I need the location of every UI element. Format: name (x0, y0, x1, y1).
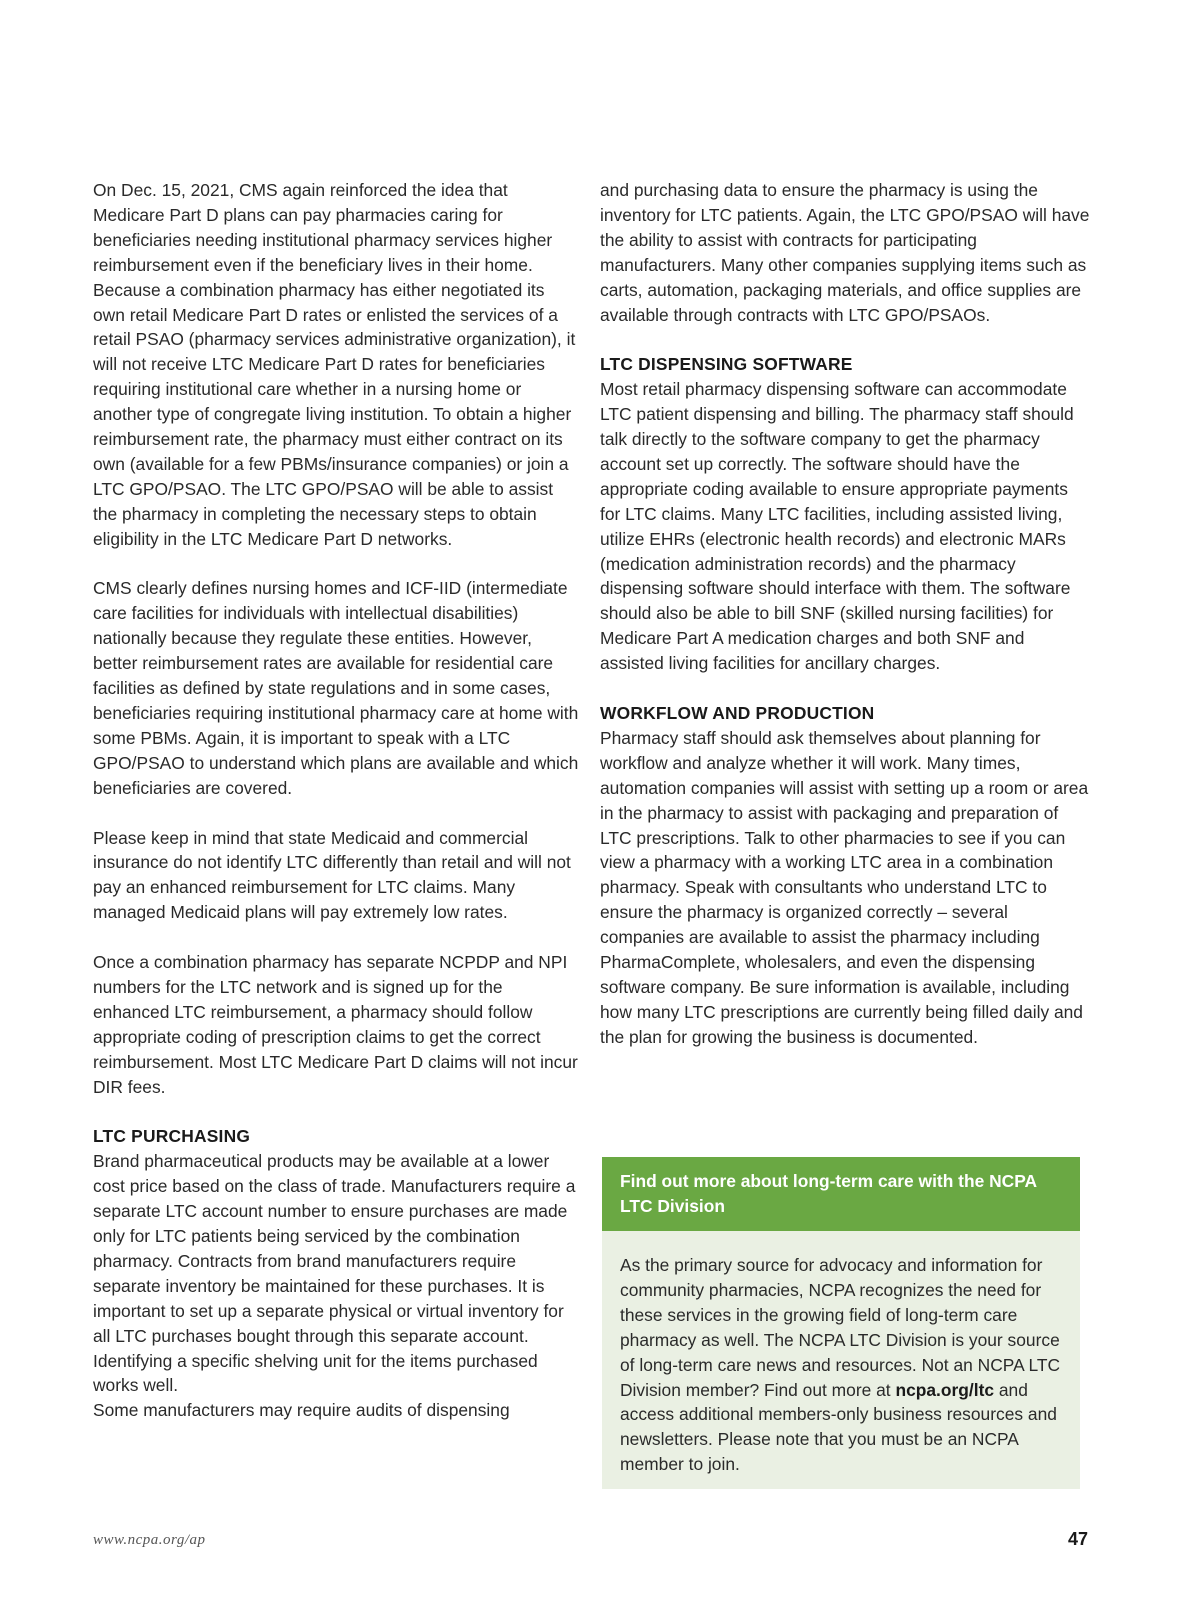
sidebar-body-text: As the primary source for advocacy and information for community pharmacies, NCPA recognizes the need for these services in the growing field of long-term care pharmacy as well. The NCPA LTC Division is your source of long-term care news and resources. Not an NCPA LTC Division member? Find out more at (620, 1255, 1061, 1400)
heading-workflow-production: WORKFLOW AND PRODUCTION (600, 703, 875, 723)
paragraph-brand-purchasing: Brand pharmaceutical products may be available at a lower cost price based on the class of trade. Manufacturers require a separate LTC account number to ensure purchases are made only for LTC patients being serviced by the combination pharmacy. Contracts from brand manufacturers require separate inventory be maintained for these purchases. It is important to set up a separate physical or virtual inventory for all LTC purchases bought through this separate account. Identifying a specific shelving unit for the items purchased works well. (93, 1151, 576, 1396)
paragraph-dispensing-software: Most retail pharmacy dispensing software can accommodate LTC patient dispensing and billing. The pharmacy staff should talk directly to the software company to get the pharmacy account set up correctly. The software should have the appropriate coding available to ensure appropriate payments for LTC claims. Many LTC facilities, including assisted living, utilize EHRs (electronic health records) and electronic MARs (medication administration records) and the pharmacy dispensing software should interface with them. The software should also be able to bill SNF (skilled nursing facilities) for Medicare Part A medication charges and both SNF and assisted living facilities for ancillary charges. (600, 379, 1074, 674)
right-column (600, 178, 1090, 1050)
sidebar-body (602, 1231, 1080, 1477)
paragraph-purchasing-data: and purchasing data to ensure the pharmacy is using the inventory for LTC patients. Again, the LTC GPO/PSAO will have the ability to assist with contracts for participating manufacturers. Many other companies supplying items such as carts, automation, packaging materials, and office supplies are available through contracts with LTC GPO/PSAOs. (600, 180, 1090, 325)
paragraph-audits: Some manufacturers may require audits of dispensing (93, 1400, 510, 1421)
sidebar-body-text-end: and access additional members-only business resources and newsletters. Please note that you must be an NCPA member to join. (620, 1379, 1057, 1475)
heading-ltc-purchasing: LTC PURCHASING (93, 1126, 251, 1147)
ncpa-ltc-sidebar (602, 1157, 1080, 1489)
left-column (93, 178, 580, 1423)
paragraph-medicaid-note: Please keep in mind that state Medicaid and commercial insurance do not identify LTC differently than retail and will not pay an enhanced reimbursement for LTC claims. Many managed Medicaid plans will pay extremely low rates. (93, 827, 571, 923)
sidebar-heading: Find out more about long-term care with the NCPA LTC Division (602, 1157, 1080, 1231)
page-number: 47 (1067, 1529, 1088, 1549)
paragraph-cms-reinforcement: On Dec. 15, 2021, CMS again reinforced the idea that Medicare Part D plans can pay pharmacies caring for beneficiaries needing institutional pharmacy services higher reimbursement even if the beneficiary lives in their home. Because a combination pharmacy has either negotiated its own retail Medicare Part D rates or enlisted the services of a retail PSAO (pharmacy services administrative organization), it will not receive LTC Medicare Part D rates for beneficiaries requiring institutional care whether in a nursing home or another type of congregate living institution. To obtain a higher reimbursement rate, the pharmacy must either contract on its own (available for a few PBMs/insurance companies) or join a LTC GPO/PSAO. The LTC GPO/PSAO will be able to assist the pharmacy in completing the necessary steps to obtain eligibility in the LTC Medicare Part D networks. (93, 180, 576, 549)
ncpa-ltc-link[interactable]: ncpa.org/ltc (895, 1379, 995, 1400)
heading-ltc-dispensing-software: LTC DISPENSING SOFTWARE (600, 354, 853, 375)
paragraph-cms-definitions: CMS clearly defines nursing homes and ICF-IID (intermediate care facilities for individuals with intellectual disabilities) nationally because they regulate these entities. However, better reimbursement rates are available for residential care facilities as defined by state regulations and in some cases, beneficiaries requiring institutional pharmacy care at home with some PBMs. Again, it is important to speak with a LTC GPO/PSAO to understand which plans are available and which beneficiaries are covered. (93, 578, 579, 798)
footer-url: www.ncpa.org/ap (93, 1532, 206, 1548)
paragraph-workflow: Pharmacy staff should ask themselves about planning for workflow and analyze whether it will work. Many times, automation companies will assist with setting up a room or area in the pharmacy to assist with packaging and preparation of LTC prescriptions. Talk to other pharmacies to see if you can view a pharmacy with a working LTC area in a combination pharmacy. Speak with consultants who understand LTC to ensure the pharmacy is organized correctly – several companies are available to assist the pharmacy including PharmaComplete, wholesalers, and even the dispensing software company. Be sure information is available, including how many LTC prescriptions are currently being filled daily and the plan for growing the business is documented. (600, 727, 1089, 1047)
paragraph-ncpdp-npi: Once a combination pharmacy has separate NCPDP and NPI numbers for the LTC network and is signed up for the enhanced LTC reimbursement, a pharmacy should follow appropriate coding of prescription claims to get the correct reimbursement. Most LTC Medicare Part D claims will not incur DIR fees. (93, 952, 578, 1097)
